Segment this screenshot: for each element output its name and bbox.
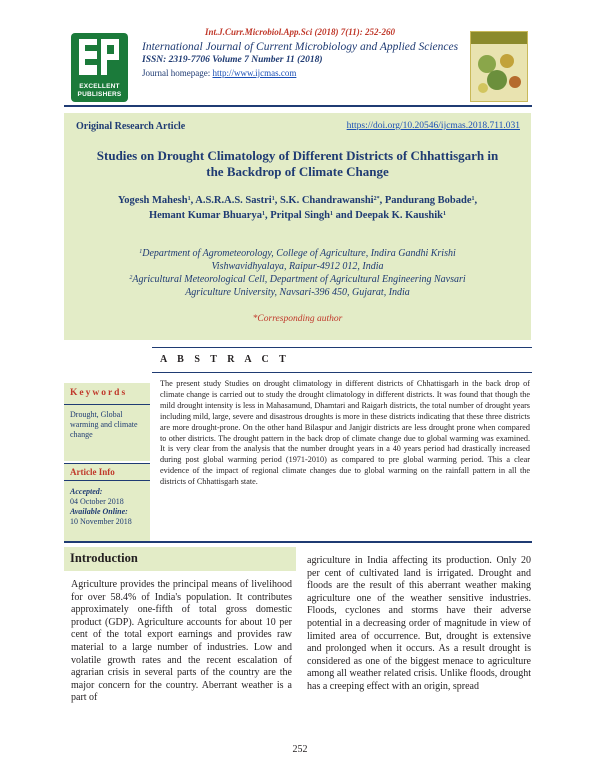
article-sidebar [64,383,150,541]
introduction-heading: Introduction [64,547,296,571]
affiliation-1 [64,247,531,260]
article-info-heading: Article Info [64,463,150,481]
author-name: Pritpal Singh [270,210,331,221]
author-sep: , [190,195,196,206]
keywords-list: Drought, Global warming and climate change [64,405,150,461]
author-sep: , [474,195,478,206]
logo-text-line1: EXCELLENT [79,83,120,90]
available-date: 10 November 2018 [70,517,132,526]
logo-text-line2: PUBLISHERS [77,91,122,98]
author-sup: 1 [187,196,191,202]
article-type: Original Research Article [76,121,186,132]
affiliation-1-cont: Vishwavidhyalaya, Raipur-4912 012, India [211,261,384,272]
author-list [64,193,531,223]
doi-link[interactable]: https://doi.org/10.20546/ijcmas.2018.711.031 [346,121,520,131]
author-name: Deepak K. Kaushik [355,210,444,221]
journal-cover-image [470,31,528,102]
author-sup: 1 [471,196,475,202]
affiliation-2 [64,273,531,286]
author-name: S.K. Chandrawanshi [279,195,374,206]
keywords-heading: Keywords [64,383,150,405]
ep-logo-icon [77,37,122,79]
abstract-heading: A B S T R A C T [160,354,290,365]
author-name: Pandurang Bobade [384,195,472,206]
abstract-body: The present study Studies on drought climatology in different districts of Chhattisgarh in the back drop of climate change is carried out to study the drought climatology in different districts. It was found that though the mild drought intensity is less in Mahasamund, Dhamtari and Raigarh districts, the total number of drought years including mild, large, severe and disastrous droughts is more in these districts indicating that these three districts are more drought-prone. On the other hand Bilaspur and Janjgir districts are less drought prone when compared to other districts. The drought pattern in the back drop of climate change due to global warming was examined. It is very clear from the analysis that the number drought years in a 40 years period had drastically increased during post global warming period (1971-2010) as compared to pre global warming period. This a clear evidence of the impact of regional climate changes due to global warming on the rainfall pattern in all the districts of Chhattisgarh state. [160,379,530,487]
affil-sup: 2 [129,275,133,281]
affil-line: Department of Agrometeorology, College of Agriculture, Indira Gandhi Krishi [142,248,456,259]
article-title: Studies on Drought Climatology of Different Districts of Chhattisgarh in the Backdrop of Climate Change [96,148,499,179]
author-sup: 1 [330,211,334,217]
author-line-1 [64,193,531,208]
cover-band [471,32,527,44]
header-divider [64,105,532,107]
cover-art-icon [471,44,527,102]
author-sep: and [333,210,356,221]
abstract-rule-bottom [152,372,532,373]
affiliations [64,247,531,299]
homepage-label: Journal homepage: [142,68,213,78]
abstract-divider [64,541,532,543]
citation-header: Int.J.Curr.Microbiol.App.Sci (2018) 7(11): 252-260 [204,27,395,37]
body-column-left: Agriculture provides the principal means of livelihood for over 58.4% of India's population. It contributes approximately one-fifth of total gross domestic product (GDP). Agriculture accounts for about 10 per cent of the total export earnings and provides raw material to a large number of industries. Low and volatile growth rates and the recent escalation of agrarian crisis in several parts of the country are the major concern for the country. Aberrant weather is a part of [71,579,292,704]
affiliation-2-cont: Agriculture University, Navsari-396 450, Gujarat, India [185,287,410,298]
page-number: 252 [292,744,308,755]
abstract-rule-top [152,347,532,348]
author-sup: 1 [261,211,265,217]
body-column-right: agriculture in India affecting its production. Only 20 per cent of cultivated land is irrigated. Drought and floods are the result of this aberrant weather making agriculture one of the weather sensitive industries. Floods, cyclones and storms have their adverse potential in a decreasing order of magnitude in view of limited area of occurrence. But, drought is extensive and prolonged when it occurs. As a result drought is considered as one of the biggest menace to agriculture among all weather related crisis. Unlike floods, drought has a creeping effect with an origin, spread [307,555,531,692]
affil-sup: 1 [139,249,143,255]
author-sup: 2* [373,196,380,202]
accepted-date: 04 October 2018 [70,497,124,506]
author-name: A.S.R.A.S. Sastri [195,195,272,206]
affil-line: Agricultural Meteorological Cell, Department of Agricultural Engineering Navsari [132,274,466,285]
article-info [64,481,150,541]
homepage-link[interactable]: http://www.ijcmas.com [212,68,297,78]
author-name: Yogesh Mahesh [117,195,188,206]
journal-issn: ISSN: 2319-7706 Volume 7 Number 11 (2018) [142,55,323,65]
author-sup: 1 [271,196,275,202]
article-header-panel [64,113,531,340]
journal-title: International Journal of Current Microbiology and Applied Sciences [142,41,459,53]
author-sep: , [379,195,385,206]
publisher-logo [71,33,128,102]
author-sup: 1 [443,211,447,217]
available-label: Available Online: [70,507,128,516]
author-sep: , [264,210,271,221]
accepted-label: Accepted: [70,487,103,496]
corresponding-author: *Corresponding author [252,314,343,324]
author-line-2 [64,208,531,223]
journal-info [142,40,462,79]
author-name: Hemant Kumar Bhuarya [148,210,262,221]
journal-homepage [142,67,462,79]
author-sep: , [274,195,280,206]
